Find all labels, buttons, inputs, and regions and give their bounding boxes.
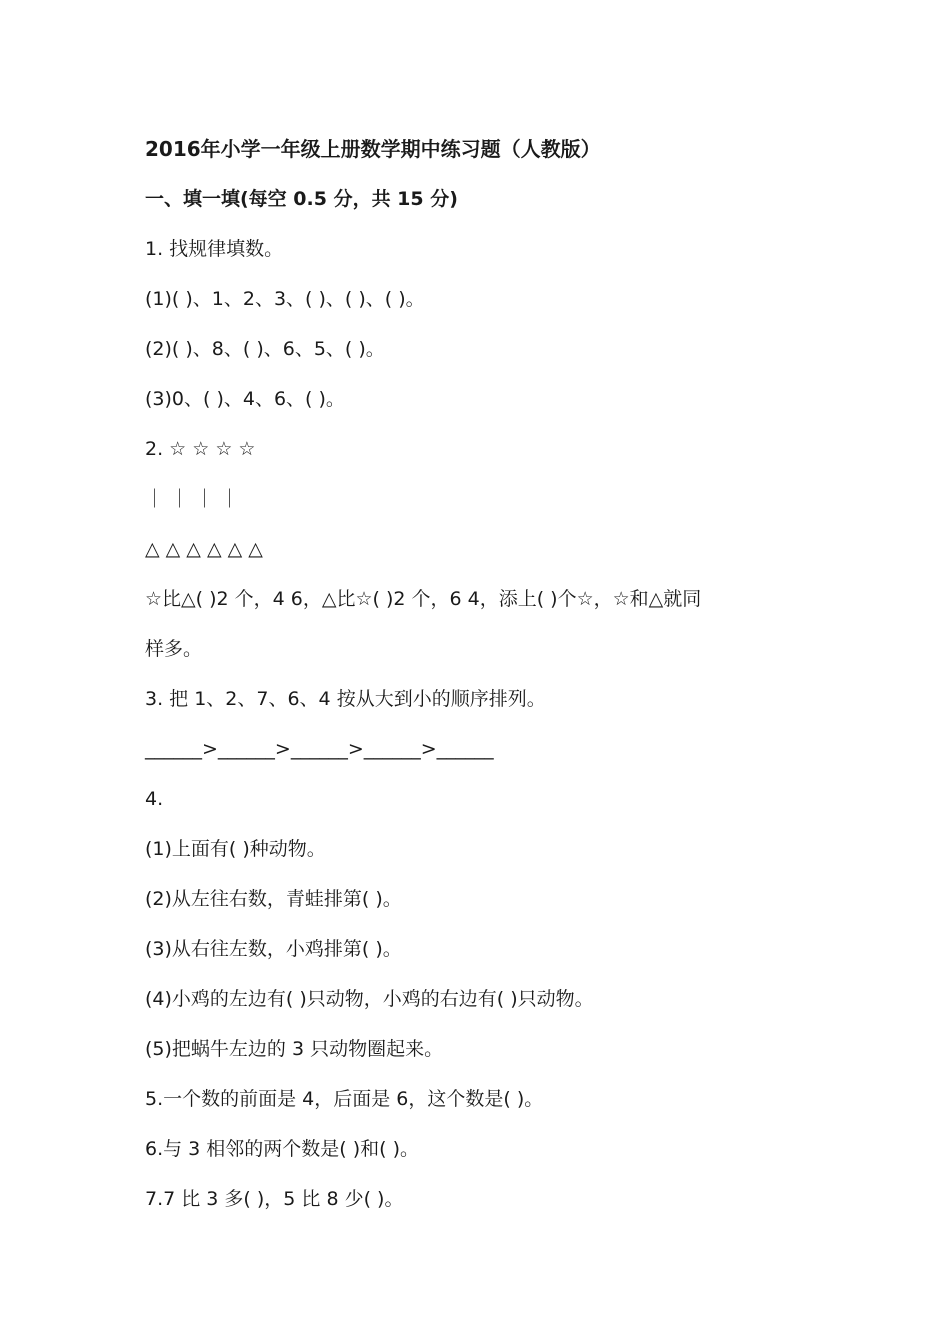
question-4-part-1: (1)上面有( )种动物。 — [145, 838, 326, 860]
question-2-triangles: △ △ △ △ △ △ — [145, 538, 263, 560]
question-4-part-2: (2)从左往右数，青蛙排第( )。 — [145, 888, 402, 910]
question-4-part-3: (3)从右往左数，小鸡排第( )。 — [145, 938, 402, 960]
question-6: 6.与 3 相邻的两个数是( )和( )。 — [145, 1138, 420, 1160]
question-1-part-3: (3)0、( )、4、6、( )。 — [145, 388, 345, 410]
question-7: 7.7 比 3 多( )，5 比 8 少( )。 — [145, 1188, 404, 1210]
question-2-text: ☆比△( )2 个，4 6，△比☆( )2 个，6 4，添上( )个☆，☆和△就同 — [145, 588, 702, 610]
question-1: 1. 找规律填数。 — [145, 238, 284, 260]
question-2-stars: 2. ☆ ☆ ☆ ☆ — [145, 438, 256, 460]
question-1-part-2: (2)( )、8、( )、6、5、( )。 — [145, 338, 385, 360]
question-4-part-5: (5)把蜗牛左边的 3 只动物圈起来。 — [145, 1038, 444, 1060]
section-heading: 一、填一填(每空 0.5 分，共 15 分) — [145, 188, 458, 210]
question-3-blanks: ______>______>______>______>______ — [145, 738, 494, 760]
question-4: 4. — [145, 788, 164, 810]
question-3: 3. 把 1、2、7、6、4 按从大到小的顺序排列。 — [145, 688, 546, 710]
question-2-text-continued: 样多。 — [145, 638, 203, 660]
question-1-part-1: (1)( )、1、2、3、( )、( )、( )。 — [145, 288, 425, 310]
question-4-part-4: (4)小鸡的左边有( )只动物，小鸡的右边有( )只动物。 — [145, 988, 594, 1010]
document-title: 2016年小学一年级上册数学期中练习题（人教版） — [145, 137, 601, 161]
question-2-bars: ｜ ｜ ｜ ｜ — [145, 488, 240, 510]
question-5: 5.一个数的前面是 4，后面是 6，这个数是( )。 — [145, 1088, 544, 1110]
